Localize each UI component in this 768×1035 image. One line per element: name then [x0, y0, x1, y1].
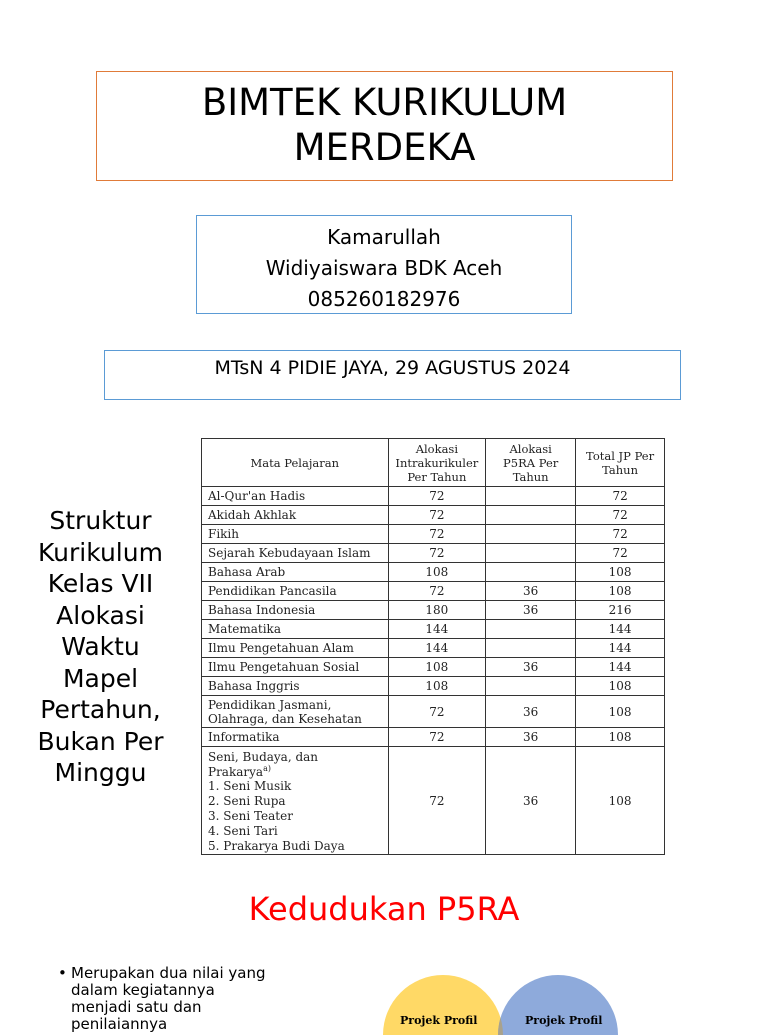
bullet-list [58, 965, 268, 1033]
cell-total: 72 [576, 544, 665, 563]
cell-total: 72 [576, 506, 665, 525]
caption-line: Bukan Per [37, 726, 164, 756]
cell-total: 108 [576, 728, 665, 747]
cell-subject: Pendidikan Jasmani, Olahraga, dan Kesehatan [202, 696, 389, 728]
table-row [202, 728, 665, 747]
header-p5ra: Alokasi P5RA Per Tahun [486, 439, 576, 487]
cell-subject: Bahasa Inggris [202, 677, 389, 696]
cell-p5ra [486, 563, 576, 582]
presenter-name: Kamarullah [327, 225, 441, 249]
list-item: 5. Prakarya Budi Daya [208, 839, 345, 853]
cell-total: 108 [576, 582, 665, 601]
table-row [202, 563, 665, 582]
cell-intra: 108 [388, 658, 486, 677]
cell-total: 108 [576, 677, 665, 696]
cell-intra: 72 [388, 696, 486, 728]
cell-subject: Ilmu Pengetahuan Alam [202, 639, 389, 658]
header-total: Total JP Per Tahun [576, 439, 665, 487]
cell-intra: 144 [388, 620, 486, 639]
cell-intra: 72 [388, 747, 486, 855]
cell-p5ra: 36 [486, 747, 576, 855]
cell-intra: 144 [388, 639, 486, 658]
curriculum-table [201, 438, 665, 855]
cell-subject: Informatika [202, 728, 389, 747]
event-text: MTsN 4 PIDIE JAYA, 29 AGUSTUS 2024 [214, 357, 571, 379]
cell-p5ra [486, 544, 576, 563]
caption-line: Waktu [61, 632, 140, 661]
table-row [202, 525, 665, 544]
cell-intra: 108 [388, 677, 486, 696]
cell-total: 216 [576, 601, 665, 620]
table-row [202, 601, 665, 620]
presenter-role: Widiyaiswara BDK Aceh [265, 256, 503, 280]
cell-intra: 72 [388, 506, 486, 525]
title-line-2: MERDEKA [293, 126, 476, 169]
cell-p5ra [486, 620, 576, 639]
cell-p5ra: 36 [486, 658, 576, 677]
cell-subject: Pendidikan Pancasila [202, 582, 389, 601]
cell-p5ra: 36 [486, 601, 576, 620]
cell-total: 72 [576, 525, 665, 544]
cell-total: 144 [576, 639, 665, 658]
cell-subject: Matematika [202, 620, 389, 639]
caption-line: Kelas VII [47, 569, 154, 598]
bullet-text: Merupakan dua nilai yang dalam kegiatannya menjadi satu dan penilaiannya [71, 964, 266, 1033]
table-row [202, 696, 665, 728]
table-row [202, 658, 665, 677]
cell-p5ra [486, 639, 576, 658]
cell-total: 108 [576, 747, 665, 855]
cell-subject: Akidah Akhlak [202, 506, 389, 525]
venn-right-label: Projek Profil [525, 1014, 603, 1027]
venn-diagram [370, 955, 650, 1035]
table-row [202, 747, 665, 855]
presenter-phone: 085260182976 [307, 287, 461, 311]
table-row [202, 506, 665, 525]
bullet-item [58, 965, 268, 1033]
cell-total: 144 [576, 658, 665, 677]
list-item: 4. Seni Tari [208, 824, 278, 838]
cell-intra: 72 [388, 582, 486, 601]
cell-p5ra [486, 525, 576, 544]
cell-subject: Al-Qur'an Hadis [202, 487, 389, 506]
cell-total: 144 [576, 620, 665, 639]
section-title: Kedudukan P5RA [248, 890, 520, 928]
list-item: 1. Seni Musik [208, 779, 292, 793]
cell-total: 108 [576, 563, 665, 582]
table-row [202, 639, 665, 658]
cell-total: 108 [576, 696, 665, 728]
cell-p5ra: 36 [486, 728, 576, 747]
cell-intra: 72 [388, 487, 486, 506]
table-row [202, 620, 665, 639]
sub-subject-list [208, 779, 382, 854]
cell-subject-group [202, 747, 389, 855]
table-row [202, 487, 665, 506]
caption-line: Minggu [54, 758, 147, 787]
cell-intra: 72 [388, 544, 486, 563]
list-item: 3. Seni Teater [208, 809, 293, 823]
cell-p5ra [486, 677, 576, 696]
table-row [202, 677, 665, 696]
header-subject: Mata Pelajaran [202, 439, 389, 487]
title-box [96, 71, 673, 181]
table-header-row [202, 439, 665, 487]
table-row [202, 582, 665, 601]
caption-line: Pertahun, [40, 695, 161, 724]
list-item: 2. Seni Rupa [208, 794, 286, 808]
caption-line: Struktur [49, 506, 152, 535]
cell-subject: Bahasa Arab [202, 563, 389, 582]
title-line-1: BIMTEK KURIKULUM [201, 81, 568, 124]
caption-line: Alokasi [56, 600, 145, 630]
presenter-box [196, 215, 572, 314]
footnote-marker: a) [263, 764, 271, 773]
cell-subject: Fikih [202, 525, 389, 544]
cell-intra: 108 [388, 563, 486, 582]
cell-intra: 72 [388, 728, 486, 747]
cell-intra: 72 [388, 525, 486, 544]
caption-line: Kurikulum [38, 537, 163, 567]
venn-left-label: Projek Profil [400, 1014, 478, 1027]
header-intra: Alokasi Intrakurikuler Per Tahun [388, 439, 486, 487]
cell-subject: Seni, Budaya, dan Prakarya [208, 750, 319, 779]
cell-subject: Ilmu Pengetahuan Sosial [202, 658, 389, 677]
cell-intra: 180 [388, 601, 486, 620]
caption-line: Mapel [62, 663, 139, 693]
cell-total: 72 [576, 487, 665, 506]
event-box [104, 350, 681, 400]
side-caption [18, 505, 183, 789]
table-row [202, 544, 665, 563]
cell-p5ra [486, 487, 576, 506]
cell-p5ra: 36 [486, 582, 576, 601]
cell-subject: Bahasa Indonesia [202, 601, 389, 620]
cell-subject: Sejarah Kebudayaan Islam [202, 544, 389, 563]
cell-p5ra [486, 506, 576, 525]
bullet-marker: • [58, 964, 67, 982]
cell-p5ra: 36 [486, 696, 576, 728]
